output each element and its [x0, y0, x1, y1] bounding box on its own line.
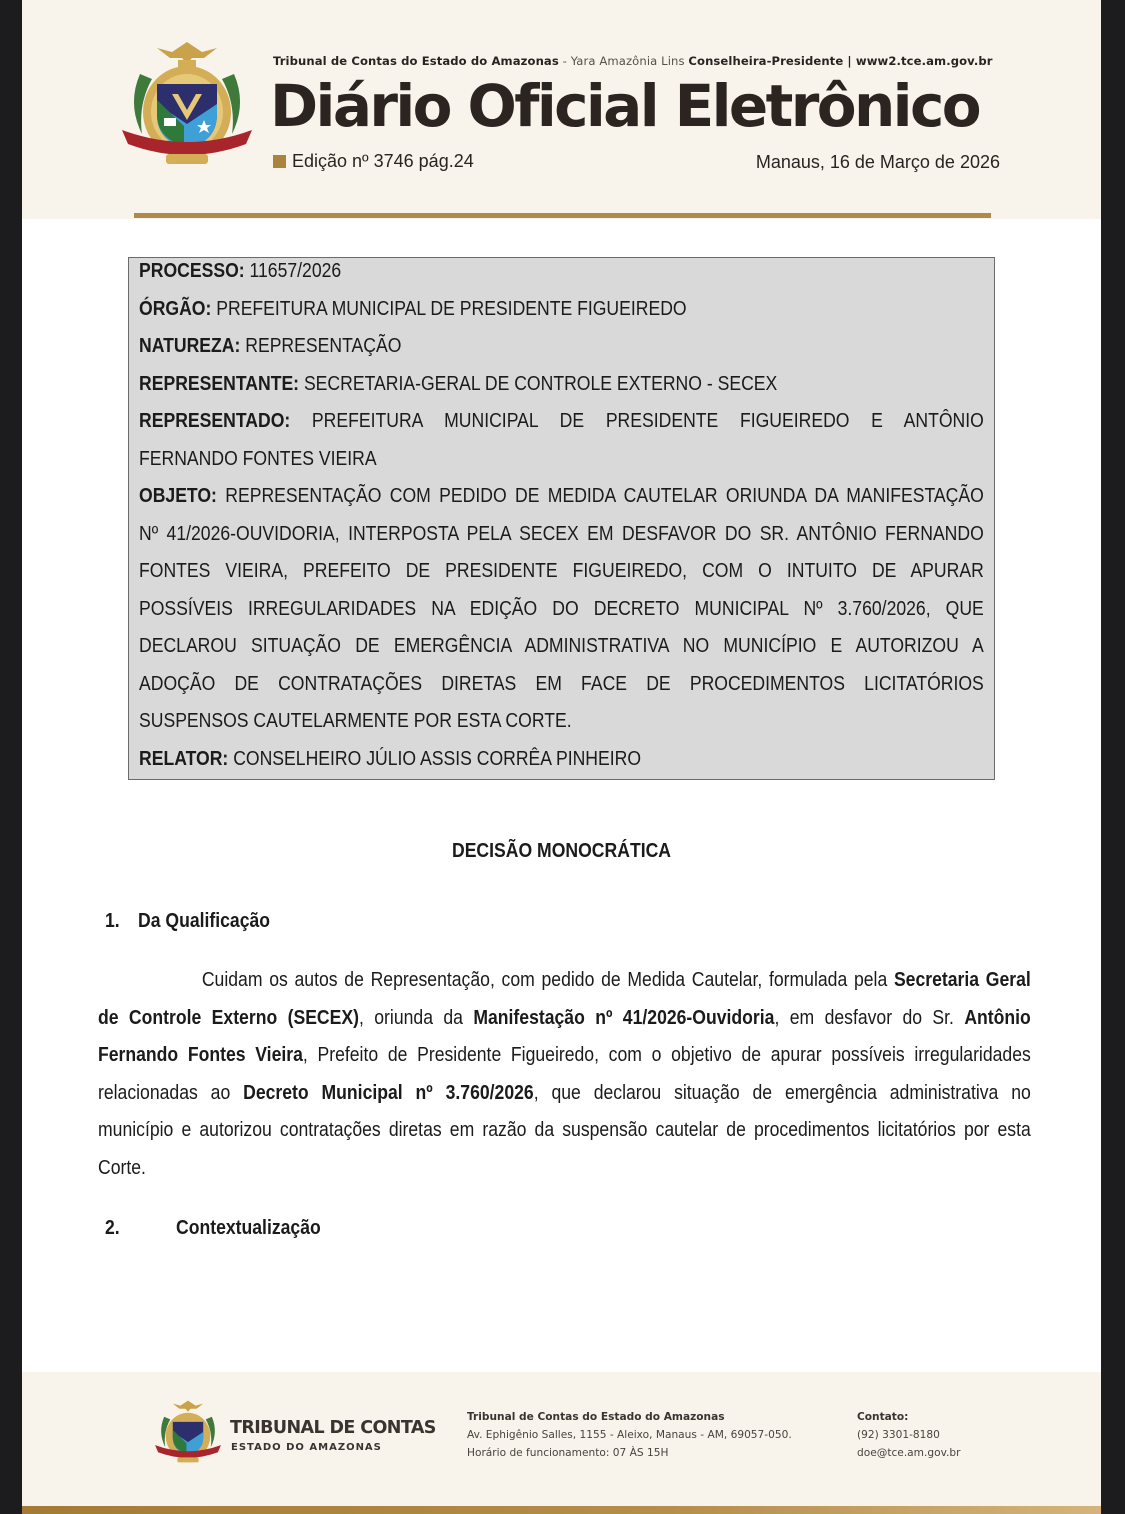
objeto-line: SUSPENSOS CAUTELARMENTE POR ESTA CORTE.	[139, 710, 572, 732]
edition-info	[273, 151, 474, 172]
page-footer	[22, 1372, 1101, 1506]
qualification-paragraph	[98, 962, 1031, 1187]
footer-contact-block	[857, 1408, 960, 1462]
relator-line: RELATOR: CONSELHEIRO JÚLIO ASSIS CORRÊA PINHEIRO	[139, 747, 642, 770]
decision-title: DECISÃO MONOCRÁTICA	[451, 840, 672, 862]
paragraph-line: município e autorizou contratações diretas em razão da suspensão cautelar de procedimentos licitatórios por esta	[98, 1119, 1031, 1141]
representante-line: REPRESENTANTE: SECRETARIA-GERAL DE CONTROLE EXTERNO - SECEX	[139, 372, 778, 395]
president-title: Conselheira-Presidente	[688, 54, 844, 68]
footer-brand-subtitle: ESTADO DO AMAZONAS	[231, 1442, 382, 1453]
president-name: Yara Amazônia Lins	[570, 54, 685, 68]
section-2-number: 2.	[105, 1217, 120, 1239]
section-2-title: Contextualização	[176, 1217, 321, 1239]
tce-coat-of-arms-icon	[150, 1396, 226, 1468]
footer-address: Av. Ephigênio Salles, 1155 - Aleixo, Manaus - AM, 69057-050.	[467, 1429, 792, 1441]
org-name: Tribunal de Contas do Estado do Amazonas	[273, 54, 559, 68]
square-bullet-icon	[273, 155, 286, 168]
page-header	[22, 0, 1101, 219]
section-1-number: 1.	[105, 910, 120, 932]
footer-hours: Horário de funcionamento: 07 ÀS 15H	[467, 1447, 669, 1459]
contact-phone[interactable]: (92) 3301-8180	[857, 1429, 940, 1441]
contact-label: Contato:	[857, 1411, 909, 1423]
section-1-title: Da Qualificação	[138, 910, 271, 932]
objeto-line: ADOÇÃO DE CONTRATAÇÕES DIRETAS EM FACE DE PROCEDIMENTOS LICITATÓRIOS	[139, 672, 984, 695]
objeto-line: FONTES VIEIRA, PREFEITO DE PRESIDENTE FIGUEIREDO, COM O INTUITO DE APURAR	[139, 560, 984, 582]
orgao-line: ÓRGÃO: PREFEITURA MUNICIPAL DE PRESIDENTE FIGUEIREDO	[139, 297, 687, 320]
objeto-line: POSSÍVEIS IRREGULARIDADES NA EDIÇÃO DO DECRETO MUNICIPAL Nº 3.760/2026, QUE	[139, 597, 984, 620]
edition-number: Edição nº 3746 pág.24	[292, 151, 474, 171]
paragraph-line: Cuidam os autos de Representação, com pedido de Medida Cautelar, formulada pela Secretaria Geral	[201, 969, 1031, 991]
footer-gold-bar	[22, 1506, 1101, 1514]
objeto-line: DECLAROU SITUAÇÃO DE EMERGÊNCIA ADMINISTRATIVA NO MUNICÍPIO E AUTORIZOU A	[139, 635, 984, 657]
representado-line: REPRESENTADO: PREFEITURA MUNICIPAL DE PRESIDENTE FIGUEIREDO E ANTÔNIO	[139, 410, 984, 432]
footer-address-block	[467, 1408, 792, 1462]
processo-line: PROCESSO: 11657/2026	[139, 260, 342, 282]
header-divider	[134, 213, 991, 218]
paragraph-line: relacionadas ao Decreto Municipal nº 3.760/2026, que declarou situação de emergência administrativa no	[98, 1081, 1031, 1104]
header-topline: Tribunal de Contas do Estado do Amazonas - Yara Amazônia Lins Conselheira-Presidente | www2.tce.am.gov.br	[273, 54, 993, 68]
footer-brand: TRIBUNAL DE CONTAS	[230, 1418, 436, 1438]
process-info-box	[128, 257, 995, 780]
website-link[interactable]: www2.tce.am.gov.br	[855, 54, 993, 68]
objeto-line: OBJETO: REPRESENTAÇÃO COM PEDIDO DE MEDIDA CAUTELAR ORIUNDA DA MANIFESTAÇÃO	[139, 485, 984, 507]
publication-date: Manaus, 16 de Março de 2026	[755, 152, 1000, 172]
paragraph-line: Fernando Fontes Vieira, Prefeito de Presidente Figueiredo, com o objetivo de apurar possíveis irregularidades	[98, 1044, 1031, 1066]
footer-org-name: Tribunal de Contas do Estado do Amazonas	[467, 1411, 725, 1423]
document-page	[22, 0, 1101, 1514]
tce-coat-of-arms-icon	[112, 34, 262, 174]
contact-email[interactable]: doe@tce.am.gov.br	[857, 1447, 961, 1459]
paragraph-line: Corte.	[98, 1156, 146, 1179]
page-title: Diário Oficial Eletrônico	[270, 72, 979, 140]
paragraph-line: de Controle Externo (SECEX), oriunda da Manifestação nº 41/2026-Ouvidoria, em desfavor do Sr. Antônio	[98, 1006, 1031, 1029]
representado-line-2: FERNANDO FONTES VIEIRA	[139, 447, 377, 470]
natureza-line: NATUREZA: REPRESENTAÇÃO	[139, 335, 402, 357]
objeto-line: Nº 41/2026-OUVIDORIA, INTERPOSTA PELA SECEX EM DESFAVOR DO SR. ANTÔNIO FERNANDO	[139, 522, 984, 545]
